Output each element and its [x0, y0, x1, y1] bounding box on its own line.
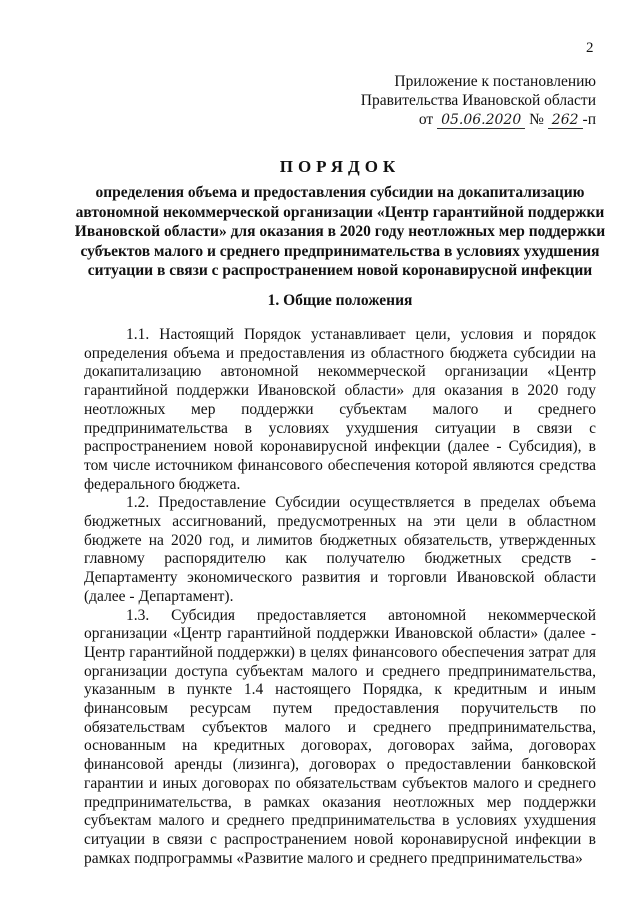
appendix-prefix: от	[418, 111, 434, 128]
appendix-line-1: Приложение к постановлению	[394, 73, 596, 90]
page-number: 2	[586, 40, 594, 56]
appendix-header	[296, 72, 596, 130]
paragraph-1-1: 1.1. Настоящий Порядок устанавливает цели, условия и порядок определения объема и предоставления из областного бюджета субсидии на докапитализацию автономной некоммерческой организации «Центр гарантийной поддержки Ивановской области» для оказания в 2020 году неотложных мер поддержки субъектам малого и среднего предпринимательства в условиях ухудшения ситуации в связи с распространением новой коронавирусной инфекции (далее - Субсидия), в том числе источником финансового обеспечения которой являются средства федерального бюджета.	[84, 326, 596, 493]
handwritten-date: 05.06.2020	[437, 112, 525, 129]
paragraph-1-3: 1.3. Субсидия предоставляется автономной некоммерческой организации «Центр гарантийной поддержки Ивановской области» (далее - Центр гарантийной поддержки) в целях финансового обеспечения затрат для организации доступа субъектам малого и среднего предпринимательства, указанным в пункте 1.4 настоящего Порядка, к кредитным и иным финансовым ресурсам путем предоставления поручительств по обязательствам субъектов малого и среднего предпринимательства, основанным на кредитных договорах, договорах займа, договорах финансовой аренды (лизинга), договорах о предоставлении банковской гарантии и иных договорах по обязательствам субъектов малого и среднего предпринимательства, в рамках оказания неотложных мер поддержки субъектам малого и среднего предпринимательства в условиях ухудшения ситуации в связи с распространением новой коронавирусной инфекции в рамках подпрограммы «Развитие малого и среднего предпринимательства»	[84, 606, 596, 867]
section-heading: 1. Общие положения	[267, 292, 413, 309]
number-label: №	[529, 111, 544, 128]
document-subtitle: определения объема и предоставления субсидии на докапитализацию автономной некоммерческой организации «Центр гарантийной поддержки Ивановской области» для оказания в 2020 году неотложных мер поддержки субъектов малого и среднего предпринимательства в условиях ухудшения ситуации в связи с распространением новой коронавирусной инфекции	[74, 184, 606, 280]
title-block	[60, 157, 620, 281]
body-text	[84, 326, 596, 868]
appendix-line-2: Правительства Ивановской области	[360, 92, 596, 109]
handwritten-number: 262	[548, 112, 583, 129]
paragraph-1-2: 1.2. Предоставление Субсидии осуществляется в пределах объема бюджетных ассигнований, предусмотренных на эти цели в областном бюджете на 2020 год, и лимитов бюджетных обязательств, утвержденных главному распорядителю как получателю бюджетных средств - Департаменту экономического развития и торговли Ивановской области (далее - Департамент).	[84, 494, 596, 605]
appendix-date-line	[296, 110, 596, 130]
document-title: ПОРЯДОК	[279, 157, 401, 176]
number-suffix: -п	[582, 111, 596, 128]
